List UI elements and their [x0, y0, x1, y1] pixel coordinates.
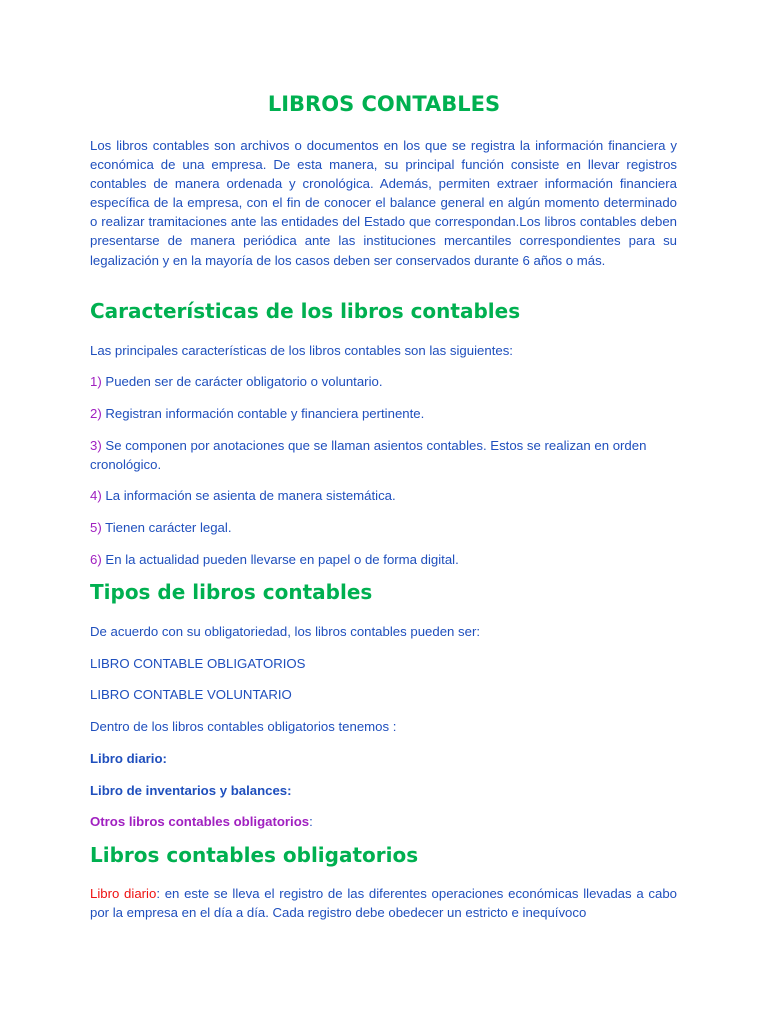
book-libro-diario-colon: :: [162, 751, 167, 766]
list-item-text: En la actualidad pueden llevarse en papel o de forma digital.: [101, 552, 459, 567]
list-item-text: Registran información contable y financiera pertinente.: [101, 406, 425, 421]
list-item-text: Pueden ser de carácter obligatorio o voluntario.: [101, 374, 383, 389]
book-inventarios: [90, 781, 677, 800]
list-item-text: Se componen por anotaciones que se llaman asientos contables. Estos se realizan en orden cronológico.: [90, 438, 647, 473]
section2-lead: De acuerdo con su obligatoriedad, los libros contables pueden ser:: [90, 624, 481, 639]
list-item: [90, 372, 677, 391]
book-libro-diario: [90, 749, 677, 768]
type-voluntario: LIBRO CONTABLE VOLUNTARIO: [90, 687, 292, 702]
section-heading-tipos: Tipos de libros contables: [90, 580, 373, 604]
list-item: [90, 436, 677, 474]
book-otros: [90, 812, 677, 831]
section2-sublead: Dentro de los libros contables obligatorios tenemos :: [90, 719, 397, 734]
book-otros-colon: :: [309, 814, 313, 829]
list-item-number: 4): [90, 488, 102, 503]
section3-paragraph: [90, 884, 677, 922]
list-item-number: 1): [90, 374, 102, 389]
section3-label: Libro diario: [90, 886, 157, 901]
list-item-text: La información se asienta de manera sistemática.: [101, 488, 396, 503]
list-item-number: 6): [90, 552, 102, 567]
page-title: LIBROS CONTABLES: [267, 92, 501, 116]
section3-text: : en este se lleva el registro de las diferentes operaciones económicas llevadas a cabo por la empresa en el día a día. Cada registro debe obedecer un estricto e inequívoco: [90, 886, 677, 921]
list-item-number: 5): [90, 520, 102, 535]
book-inventarios-label: Libro de inventarios y balances: [90, 783, 288, 798]
list-item: [90, 486, 677, 505]
section-heading-caracteristicas: Características de los libros contables: [90, 299, 521, 323]
book-otros-label: Otros libros contables obligatorios: [90, 814, 310, 829]
list-item-text: Tienen carácter legal.: [101, 520, 232, 535]
list-item: [90, 518, 677, 537]
section-heading-obligatorios: Libros contables obligatorios: [90, 843, 419, 867]
book-inventarios-colon: :: [287, 783, 292, 798]
book-libro-diario-label: Libro diario: [90, 751, 163, 766]
section1-lead: Las principales características de los libros contables son las siguientes:: [90, 343, 513, 358]
list-item-number: 3): [90, 438, 102, 453]
intro-paragraph: Los libros contables son archivos o documentos en los que se registra la información financiera y económica de una empresa. De esta manera, su principal función consiste en llevar registros contables de manera ordenada y cronológica. Además, permiten extraer información financiera específica de la empresa, con el fin de conocer el balance general en algún momento determinado o realizar tramitaciones ante las entidades del Estado que correspondan.Los libros contables deben presentarse de manera periódica ante las instituciones mercantiles correspondientes para su legalización y en la mayoría de los casos deben ser conservados durante 6 años o más.: [90, 138, 677, 268]
type-obligatorio: LIBRO CONTABLE OBLIGATORIOS: [90, 656, 306, 671]
list-item-number: 2): [90, 406, 102, 421]
list-item: [90, 404, 677, 423]
list-item: [90, 550, 677, 569]
